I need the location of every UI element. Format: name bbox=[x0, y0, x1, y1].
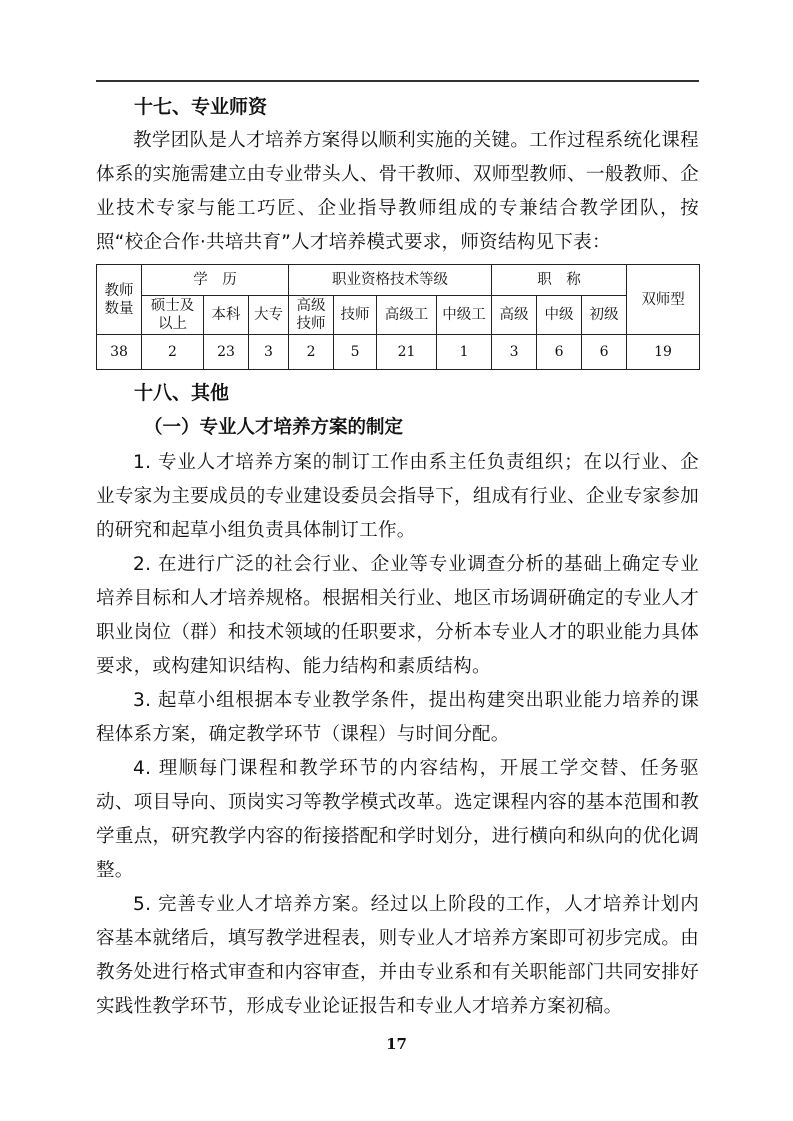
subheader-cell: 硕士及以上 bbox=[142, 296, 204, 335]
subheader-cell: 中级 bbox=[537, 296, 582, 335]
subheader-cell: 本科 bbox=[204, 296, 249, 335]
section-17-paragraph: 教学团队是人才培养方案得以顺利实施的关键。工作过程系统化课程体系的实施需建立由专业带头人、骨干教师、双师型教师、一般教师、企业技术专家与能工巧匠、企业指导教师组成的专兼结合教学团队，按照“校企合作·共培共育”人才培养模式要求，师资结构见下表： bbox=[96, 130, 699, 253]
list-item: 3. 起草小组根据本专业教学条件，提出构建突出职业能力培养的课程体系方案，确定教学环节（课程）与时间分配。 bbox=[96, 690, 699, 745]
section-18-heading: 十八、其他 bbox=[134, 382, 230, 404]
value-cell: 19 bbox=[627, 335, 700, 370]
subheader-cell: 初级 bbox=[582, 296, 627, 335]
faculty-structure-table bbox=[96, 264, 700, 370]
value-cell: 1 bbox=[437, 335, 492, 370]
value-cell: 2 bbox=[142, 335, 204, 370]
table-row bbox=[97, 335, 700, 370]
list-item: 5. 完善专业人才培养方案。经过以上阶段的工作，人才培养计划内容基本就绪后，填写教学进程表，则专业人才培养方案即可初步完成。由教务处进行格式审查和内容审查，并由专业系和有关职能部门共同安排好实践性教学环节，形成专业论证报告和专业人才培养方案初稿。 bbox=[96, 894, 699, 1017]
subheader-cell: 大专 bbox=[249, 296, 289, 335]
list-item: 2. 在进行广泛的社会行业、企业等专业调查分析的基础上确定专业培养目标和人才培养规格。根据相关行业、地区市场调研确定的专业人才职业岗位（群）和技术领域的任职要求，分析本专业人才的职业能力具体要求，或构建知识结构、能力结构和素质结构。 bbox=[96, 554, 699, 677]
subheader-cell: 技师 bbox=[334, 296, 377, 335]
header-qualification: 职业资格技术等级 bbox=[289, 265, 492, 296]
value-cell: 3 bbox=[249, 335, 289, 370]
header-dual: 双师型 bbox=[627, 265, 700, 335]
value-cell: 2 bbox=[289, 335, 334, 370]
page-content bbox=[96, 90, 699, 1024]
list-item: 1. 专业人才培养方案的制订工作由系主任负责组织；在以行业、企业专家为主要成员的专业建设委员会指导下，组成有行业、企业专家参加的研究和起草小组负责具体制订工作。 bbox=[96, 452, 699, 541]
value-cell: 3 bbox=[492, 335, 537, 370]
page-number: 17 bbox=[386, 1035, 407, 1053]
value-cell: 21 bbox=[377, 335, 437, 370]
value-cell: 23 bbox=[204, 335, 249, 370]
value-cell: 6 bbox=[582, 335, 627, 370]
value-cell: 5 bbox=[334, 335, 377, 370]
section-17-heading: 十七、专业师资 bbox=[134, 96, 268, 118]
section-18-subheading: （一）专业人才培养方案的制定 bbox=[144, 417, 404, 438]
subheader-cell: 高级 bbox=[492, 296, 537, 335]
value-cell: 6 bbox=[537, 335, 582, 370]
header-rule bbox=[96, 80, 699, 82]
list-item: 4. 理顺每门课程和教学环节的内容结构，开展工学交替、任务驱动、项目导向、顶岗实习等教学模式改革。选定课程内容的基本范围和教学重点，研究教学内容的衔接搭配和学时划分，进行横向和纵向的优化调整。 bbox=[96, 758, 699, 881]
subheader-cell: 高级工 bbox=[377, 296, 437, 335]
subheader-cell: 中级工 bbox=[437, 296, 492, 335]
header-title: 职 称 bbox=[492, 265, 627, 296]
value-cell: 38 bbox=[97, 335, 142, 370]
header-teacher-count: 教师数量 bbox=[97, 265, 142, 335]
header-education: 学 历 bbox=[142, 265, 289, 296]
subheader-cell: 高级技师 bbox=[289, 296, 334, 335]
